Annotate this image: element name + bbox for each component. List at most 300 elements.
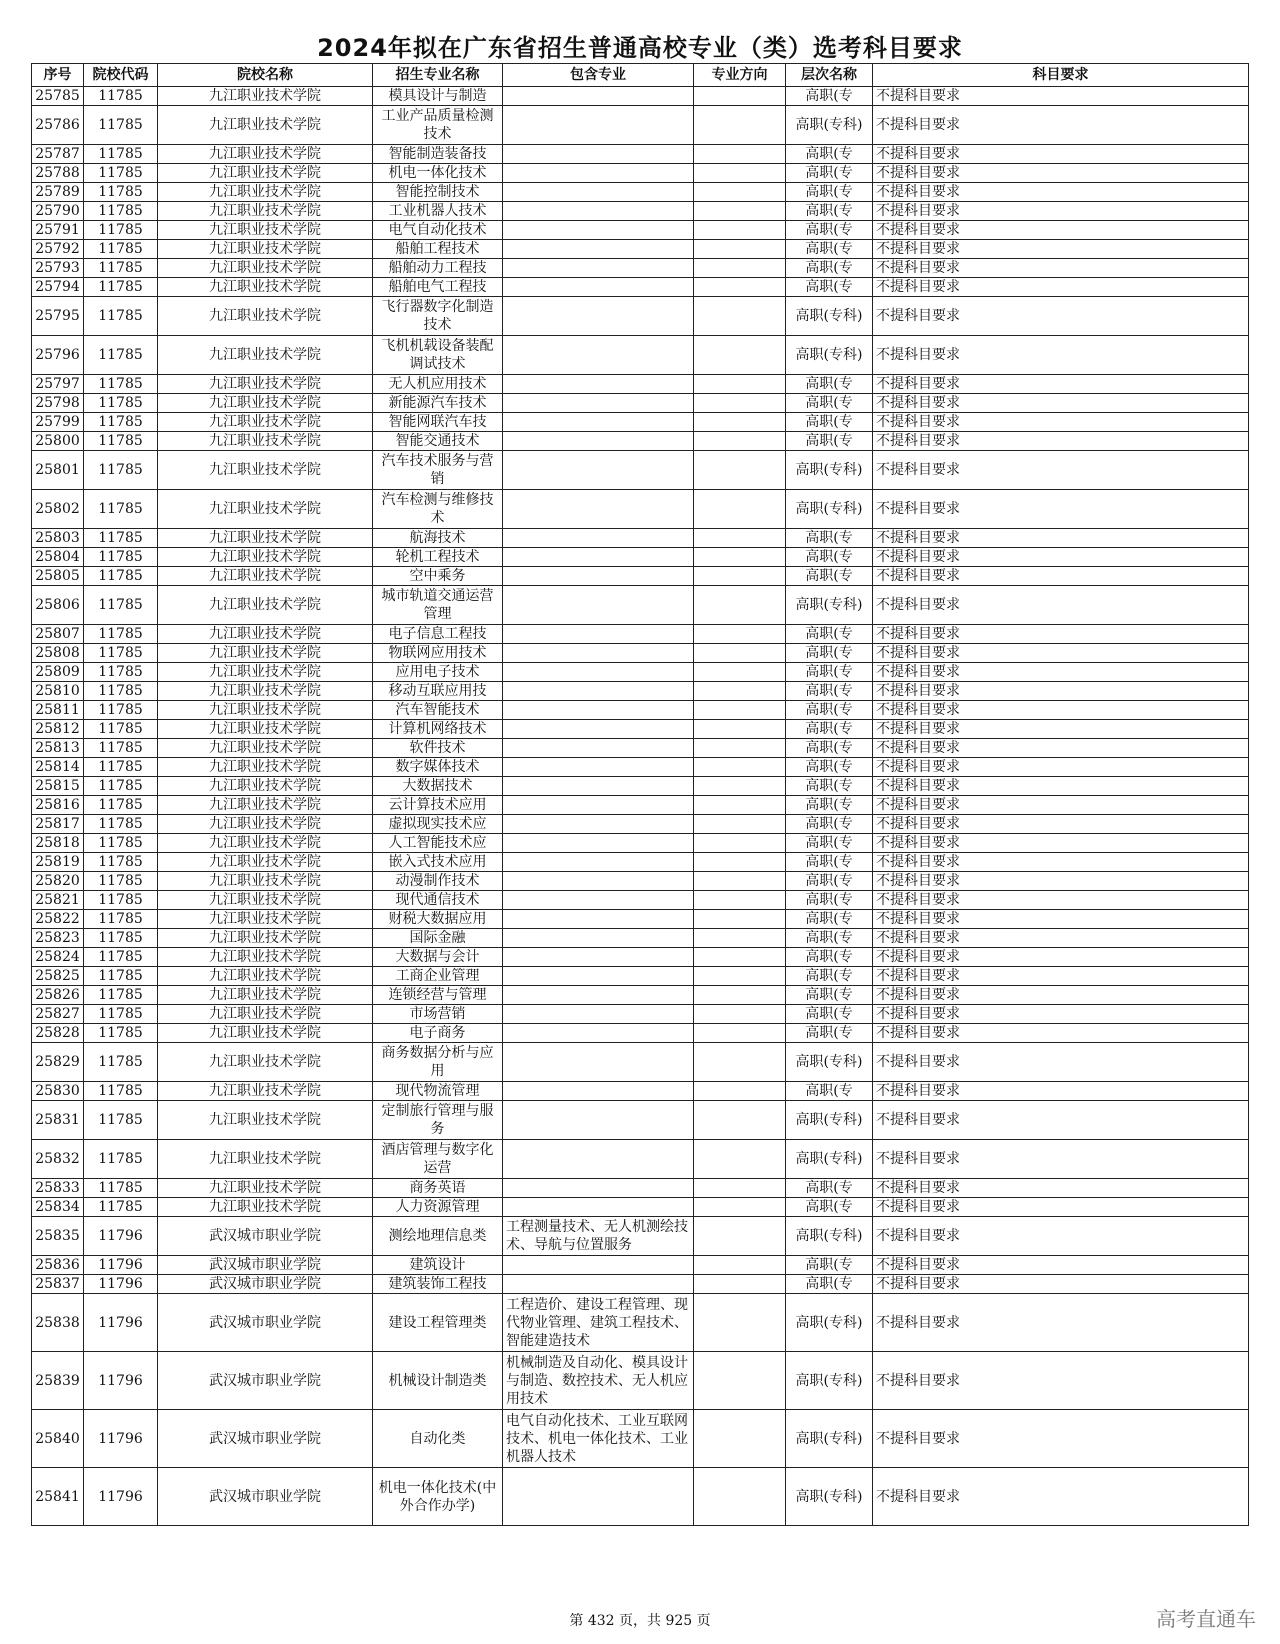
cell-school-code: 11785 (84, 375, 158, 394)
cell-school-code: 11785 (84, 948, 158, 967)
cell-major-direction (694, 682, 786, 701)
cell-subject-requirement: 不提科目要求 (873, 625, 1249, 644)
table-row (32, 1198, 1249, 1217)
cell-level: 高职(专 (786, 891, 873, 910)
cell-major-name: 国际金融 (373, 929, 503, 948)
cell-school-name: 九江职业技术学院 (158, 720, 373, 739)
cell-seq: 25833 (32, 1179, 84, 1198)
cell-major-name: 连锁经营与管理 (373, 986, 503, 1005)
table-row (32, 1024, 1249, 1043)
table-row (32, 451, 1249, 490)
cell-major-name: 应用电子技术 (373, 663, 503, 682)
header-school-name: 院校名称 (158, 64, 373, 87)
cell-seq: 25797 (32, 375, 84, 394)
cell-level: 高职(专 (786, 240, 873, 259)
cell-seq: 25822 (32, 910, 84, 929)
cell-school-code: 11785 (84, 451, 158, 490)
table-row (32, 145, 1249, 164)
cell-school-code: 11785 (84, 796, 158, 815)
cell-major-name: 现代通信技术 (373, 891, 503, 910)
cell-school-name: 九江职业技术学院 (158, 451, 373, 490)
cell-school-name: 九江职业技术学院 (158, 777, 373, 796)
cell-major-name: 建筑设计 (373, 1256, 503, 1275)
cell-level: 高职(专 (786, 853, 873, 872)
cell-school-name: 九江职业技术学院 (158, 796, 373, 815)
table-row (32, 278, 1249, 297)
cell-included-majors (503, 777, 694, 796)
cell-major-name: 机电一体化技术 (373, 164, 503, 183)
cell-school-code: 11785 (84, 490, 158, 529)
cell-subject-requirement: 不提科目要求 (873, 106, 1249, 145)
cell-major-direction (694, 891, 786, 910)
cell-major-name: 电子商务 (373, 1024, 503, 1043)
cell-school-name: 九江职业技术学院 (158, 663, 373, 682)
table-header-row (32, 64, 1249, 87)
cell-school-code: 11785 (84, 278, 158, 297)
cell-subject-requirement: 不提科目要求 (873, 758, 1249, 777)
table-row (32, 297, 1249, 336)
cell-seq: 25812 (32, 720, 84, 739)
cell-major-name: 工业机器人技术 (373, 202, 503, 221)
table-row (32, 948, 1249, 967)
cell-level: 高职(专 (786, 567, 873, 586)
cell-level: 高职(专 (786, 1082, 873, 1101)
cell-major-name: 汽车智能技术 (373, 701, 503, 720)
cell-subject-requirement: 不提科目要求 (873, 145, 1249, 164)
cell-major-direction (694, 451, 786, 490)
cell-major-direction (694, 529, 786, 548)
header-major-name: 招生专业名称 (373, 64, 503, 87)
cell-seq: 25825 (32, 967, 84, 986)
cell-school-code: 11785 (84, 644, 158, 663)
cell-seq: 25814 (32, 758, 84, 777)
cell-included-majors (503, 106, 694, 145)
cell-school-name: 九江职业技术学院 (158, 394, 373, 413)
cell-included-majors (503, 891, 694, 910)
cell-seq: 25834 (32, 1198, 84, 1217)
cell-seq: 25799 (32, 413, 84, 432)
cell-seq: 25803 (32, 529, 84, 548)
cell-major-direction (694, 87, 786, 106)
cell-school-name: 九江职业技术学院 (158, 586, 373, 625)
cell-school-name: 九江职业技术学院 (158, 758, 373, 777)
cell-school-code: 11785 (84, 815, 158, 834)
table-row (32, 394, 1249, 413)
cell-major-name: 智能网联汽车技 (373, 413, 503, 432)
cell-seq: 25835 (32, 1217, 84, 1256)
cell-subject-requirement: 不提科目要求 (873, 1179, 1249, 1198)
cell-level: 高职(专科) (786, 1101, 873, 1140)
cell-school-name: 九江职业技术学院 (158, 625, 373, 644)
cell-school-code: 11785 (84, 986, 158, 1005)
cell-included-majors (503, 1005, 694, 1024)
cell-seq: 25828 (32, 1024, 84, 1043)
cell-included-majors (503, 1198, 694, 1217)
cell-subject-requirement: 不提科目要求 (873, 644, 1249, 663)
cell-major-name: 模具设计与制造 (373, 87, 503, 106)
cell-school-code: 11785 (84, 87, 158, 106)
cell-subject-requirement: 不提科目要求 (873, 910, 1249, 929)
cell-included-majors (503, 739, 694, 758)
cell-school-code: 11785 (84, 164, 158, 183)
cell-school-name: 九江职业技术学院 (158, 1198, 373, 1217)
cell-school-code: 11785 (84, 929, 158, 948)
cell-level: 高职(专科) (786, 1217, 873, 1256)
table-row (32, 87, 1249, 106)
cell-school-name: 九江职业技术学院 (158, 891, 373, 910)
cell-major-direction (694, 164, 786, 183)
cell-major-direction (694, 240, 786, 259)
cell-level: 高职(专 (786, 413, 873, 432)
cell-school-name: 九江职业技术学院 (158, 259, 373, 278)
cell-included-majors (503, 834, 694, 853)
header-seq: 序号 (32, 64, 84, 87)
cell-school-code: 11785 (84, 891, 158, 910)
cell-included-majors (503, 336, 694, 375)
cell-subject-requirement: 不提科目要求 (873, 87, 1249, 106)
cell-school-name: 九江职业技术学院 (158, 967, 373, 986)
cell-subject-requirement: 不提科目要求 (873, 1468, 1249, 1526)
cell-major-direction (694, 278, 786, 297)
cell-major-name: 自动化类 (373, 1410, 503, 1468)
cell-major-direction (694, 1140, 786, 1179)
cell-included-majors (503, 1082, 694, 1101)
cell-subject-requirement: 不提科目要求 (873, 413, 1249, 432)
cell-school-name: 九江职业技术学院 (158, 106, 373, 145)
table-row (32, 375, 1249, 394)
cell-major-direction (694, 1256, 786, 1275)
cell-school-name: 武汉城市职业学院 (158, 1294, 373, 1352)
cell-school-name: 九江职业技术学院 (158, 375, 373, 394)
table-row (32, 644, 1249, 663)
cell-major-name: 大数据技术 (373, 777, 503, 796)
cell-included-majors (503, 87, 694, 106)
cell-seq: 25795 (32, 297, 84, 336)
cell-major-direction (694, 106, 786, 145)
page-footer: 第 432 页，共 925 页 (569, 1613, 711, 1629)
cell-school-name: 九江职业技术学院 (158, 1043, 373, 1082)
cell-included-majors (503, 796, 694, 815)
cell-major-direction (694, 777, 786, 796)
cell-school-code: 11785 (84, 297, 158, 336)
cell-subject-requirement: 不提科目要求 (873, 529, 1249, 548)
cell-major-direction (694, 1179, 786, 1198)
cell-school-code: 11785 (84, 853, 158, 872)
cell-seq: 25794 (32, 278, 84, 297)
cell-subject-requirement: 不提科目要求 (873, 967, 1249, 986)
cell-subject-requirement: 不提科目要求 (873, 451, 1249, 490)
cell-school-code: 11785 (84, 682, 158, 701)
cell-subject-requirement: 不提科目要求 (873, 929, 1249, 948)
cell-included-majors (503, 1179, 694, 1198)
cell-level: 高职(专 (786, 1005, 873, 1024)
cell-school-name: 九江职业技术学院 (158, 145, 373, 164)
cell-school-name: 九江职业技术学院 (158, 929, 373, 948)
cell-school-code: 11785 (84, 720, 158, 739)
cell-included-majors (503, 529, 694, 548)
cell-included-majors: 工程测量技术、无人机测绘技术、导航与位置服务 (503, 1217, 694, 1256)
cell-school-code: 11796 (84, 1256, 158, 1275)
cell-level: 高职(专 (786, 967, 873, 986)
cell-school-code: 11796 (84, 1294, 158, 1352)
cell-seq: 25789 (32, 183, 84, 202)
cell-seq: 25796 (32, 336, 84, 375)
table-row (32, 872, 1249, 891)
cell-major-direction (694, 948, 786, 967)
cell-school-name: 武汉城市职业学院 (158, 1217, 373, 1256)
table-row (32, 432, 1249, 451)
cell-included-majors: 工程造价、建设工程管理、现代物业管理、建筑工程技术、智能建造技术 (503, 1294, 694, 1352)
cell-major-name: 定制旅行管理与服务 (373, 1101, 503, 1140)
cell-level: 高职(专 (786, 815, 873, 834)
cell-school-name: 九江职业技术学院 (158, 567, 373, 586)
cell-major-name: 新能源汽车技术 (373, 394, 503, 413)
cell-school-name: 九江职业技术学院 (158, 986, 373, 1005)
cell-level: 高职(专 (786, 432, 873, 451)
cell-major-direction (694, 796, 786, 815)
cell-major-name: 轮机工程技术 (373, 548, 503, 567)
table-row (32, 1217, 1249, 1256)
cell-school-name: 九江职业技术学院 (158, 948, 373, 967)
cell-included-majors (503, 967, 694, 986)
cell-school-code: 11785 (84, 663, 158, 682)
cell-major-name: 船舶动力工程技 (373, 259, 503, 278)
cell-included-majors (503, 145, 694, 164)
cell-subject-requirement: 不提科目要求 (873, 853, 1249, 872)
cell-major-name: 智能控制技术 (373, 183, 503, 202)
cell-included-majors (503, 1024, 694, 1043)
cell-seq: 25813 (32, 739, 84, 758)
cell-school-code: 11785 (84, 413, 158, 432)
cell-school-name: 九江职业技术学院 (158, 910, 373, 929)
table-row (32, 106, 1249, 145)
cell-major-direction (694, 586, 786, 625)
cell-subject-requirement: 不提科目要求 (873, 1101, 1249, 1140)
table-row (32, 1140, 1249, 1179)
cell-included-majors (503, 625, 694, 644)
cell-included-majors (503, 1140, 694, 1179)
cell-seq: 25818 (32, 834, 84, 853)
cell-school-name: 九江职业技术学院 (158, 202, 373, 221)
cell-seq: 25824 (32, 948, 84, 967)
cell-major-name: 虚拟现实技术应 (373, 815, 503, 834)
cell-subject-requirement: 不提科目要求 (873, 1256, 1249, 1275)
cell-school-code: 11796 (84, 1352, 158, 1410)
cell-seq: 25809 (32, 663, 84, 682)
cell-major-direction (694, 1005, 786, 1024)
cell-included-majors: 电气自动化技术、工业互联网技术、机电一体化技术、工业机器人技术 (503, 1410, 694, 1468)
cell-seq: 25816 (32, 796, 84, 815)
cell-included-majors (503, 413, 694, 432)
cell-school-name: 九江职业技术学院 (158, 221, 373, 240)
cell-subject-requirement: 不提科目要求 (873, 586, 1249, 625)
cell-level: 高职(专 (786, 394, 873, 413)
cell-subject-requirement: 不提科目要求 (873, 548, 1249, 567)
cell-major-name: 航海技术 (373, 529, 503, 548)
cell-school-name: 九江职业技术学院 (158, 297, 373, 336)
cell-major-name: 空中乘务 (373, 567, 503, 586)
cell-seq: 25798 (32, 394, 84, 413)
table-row (32, 240, 1249, 259)
cell-school-code: 11785 (84, 106, 158, 145)
cell-major-name: 智能交通技术 (373, 432, 503, 451)
cell-major-direction (694, 663, 786, 682)
cell-major-direction (694, 336, 786, 375)
cell-major-name: 工业产品质量检测技术 (373, 106, 503, 145)
cell-included-majors (503, 451, 694, 490)
cell-included-majors (503, 682, 694, 701)
cell-major-name: 人工智能技术应 (373, 834, 503, 853)
cell-major-name: 市场营销 (373, 1005, 503, 1024)
cell-major-direction (694, 967, 786, 986)
cell-subject-requirement: 不提科目要求 (873, 1043, 1249, 1082)
cell-included-majors (503, 490, 694, 529)
cell-major-name: 城市轨道交通运营管理 (373, 586, 503, 625)
cell-major-direction (694, 1082, 786, 1101)
cell-school-name: 九江职业技术学院 (158, 644, 373, 663)
cell-major-name: 动漫制作技术 (373, 872, 503, 891)
cell-major-name: 商务英语 (373, 1179, 503, 1198)
cell-school-code: 11785 (84, 1140, 158, 1179)
cell-subject-requirement: 不提科目要求 (873, 739, 1249, 758)
cell-school-code: 11785 (84, 625, 158, 644)
header-level: 层次名称 (786, 64, 873, 87)
cell-major-direction (694, 758, 786, 777)
cell-seq: 25830 (32, 1082, 84, 1101)
brand-watermark: 高考直通车 (1156, 1607, 1256, 1631)
cell-seq: 25820 (32, 872, 84, 891)
cell-level: 高职(专 (786, 1256, 873, 1275)
table-row (32, 164, 1249, 183)
header-included-majors: 包含专业 (503, 64, 694, 87)
cell-subject-requirement: 不提科目要求 (873, 1198, 1249, 1217)
cell-school-code: 11785 (84, 1198, 158, 1217)
cell-major-name: 嵌入式技术应用 (373, 853, 503, 872)
table-row (32, 490, 1249, 529)
cell-included-majors (503, 278, 694, 297)
table-row (32, 777, 1249, 796)
table-row (32, 202, 1249, 221)
table-row (32, 739, 1249, 758)
cell-major-name: 电子信息工程技 (373, 625, 503, 644)
cell-subject-requirement: 不提科目要求 (873, 796, 1249, 815)
cell-seq: 25801 (32, 451, 84, 490)
cell-included-majors (503, 929, 694, 948)
cell-seq: 25804 (32, 548, 84, 567)
cell-level: 高职(专 (786, 164, 873, 183)
cell-level: 高职(专 (786, 278, 873, 297)
cell-included-majors (503, 663, 694, 682)
cell-school-name: 武汉城市职业学院 (158, 1410, 373, 1468)
cell-subject-requirement: 不提科目要求 (873, 701, 1249, 720)
cell-major-direction (694, 1217, 786, 1256)
cell-included-majors (503, 394, 694, 413)
cell-included-majors (503, 986, 694, 1005)
cell-school-name: 九江职业技术学院 (158, 278, 373, 297)
cell-level: 高职(专 (786, 834, 873, 853)
cell-major-direction (694, 986, 786, 1005)
cell-included-majors (503, 202, 694, 221)
cell-subject-requirement: 不提科目要求 (873, 948, 1249, 967)
cell-major-direction (694, 834, 786, 853)
cell-included-majors (503, 1275, 694, 1294)
cell-level: 高职(专 (786, 701, 873, 720)
cell-level: 高职(专科) (786, 1352, 873, 1410)
cell-level: 高职(专 (786, 948, 873, 967)
cell-school-name: 武汉城市职业学院 (158, 1352, 373, 1410)
cell-seq: 25815 (32, 777, 84, 796)
table-row (32, 1275, 1249, 1294)
table-row (32, 1468, 1249, 1526)
cell-school-name: 九江职业技术学院 (158, 413, 373, 432)
cell-level: 高职(专科) (786, 1043, 873, 1082)
cell-major-direction (694, 701, 786, 720)
cell-major-name: 电气自动化技术 (373, 221, 503, 240)
cell-seq: 25829 (32, 1043, 84, 1082)
cell-major-name: 移动互联应用技 (373, 682, 503, 701)
cell-subject-requirement: 不提科目要求 (873, 1005, 1249, 1024)
cell-major-name: 人力资源管理 (373, 1198, 503, 1217)
cell-seq: 25791 (32, 221, 84, 240)
cell-school-name: 九江职业技术学院 (158, 1082, 373, 1101)
cell-seq: 25788 (32, 164, 84, 183)
table-row (32, 720, 1249, 739)
table-body (32, 87, 1249, 1526)
cell-subject-requirement: 不提科目要求 (873, 336, 1249, 375)
cell-seq: 25786 (32, 106, 84, 145)
cell-level: 高职(专 (786, 872, 873, 891)
cell-seq: 25838 (32, 1294, 84, 1352)
table-row (32, 567, 1249, 586)
cell-included-majors (503, 644, 694, 663)
cell-subject-requirement: 不提科目要求 (873, 1217, 1249, 1256)
cell-school-name: 武汉城市职业学院 (158, 1468, 373, 1526)
table-row (32, 1101, 1249, 1140)
cell-seq: 25808 (32, 644, 84, 663)
cell-major-name: 汽车检测与维修技术 (373, 490, 503, 529)
cell-level: 高职(专 (786, 682, 873, 701)
table-row (32, 529, 1249, 548)
table-row (32, 910, 1249, 929)
cell-seq: 25827 (32, 1005, 84, 1024)
cell-major-direction (694, 872, 786, 891)
cell-school-code: 11785 (84, 1024, 158, 1043)
cell-school-code: 11785 (84, 1082, 158, 1101)
cell-school-name: 九江职业技术学院 (158, 815, 373, 834)
cell-seq: 25823 (32, 929, 84, 948)
cell-subject-requirement: 不提科目要求 (873, 221, 1249, 240)
cell-major-direction (694, 1468, 786, 1526)
cell-included-majors (503, 240, 694, 259)
cell-level: 高职(专 (786, 986, 873, 1005)
cell-major-name: 汽车技术服务与营销 (373, 451, 503, 490)
cell-school-code: 11785 (84, 548, 158, 567)
cell-major-direction (694, 432, 786, 451)
cell-major-direction (694, 394, 786, 413)
cell-major-name: 云计算技术应用 (373, 796, 503, 815)
cell-major-direction (694, 1294, 786, 1352)
cell-school-name: 九江职业技术学院 (158, 432, 373, 451)
cell-seq: 25837 (32, 1275, 84, 1294)
cell-seq: 25807 (32, 625, 84, 644)
cell-subject-requirement: 不提科目要求 (873, 375, 1249, 394)
cell-subject-requirement: 不提科目要求 (873, 240, 1249, 259)
cell-subject-requirement: 不提科目要求 (873, 1294, 1249, 1352)
cell-major-direction (694, 739, 786, 758)
cell-level: 高职(专 (786, 1275, 873, 1294)
cell-subject-requirement: 不提科目要求 (873, 259, 1249, 278)
cell-included-majors (503, 948, 694, 967)
